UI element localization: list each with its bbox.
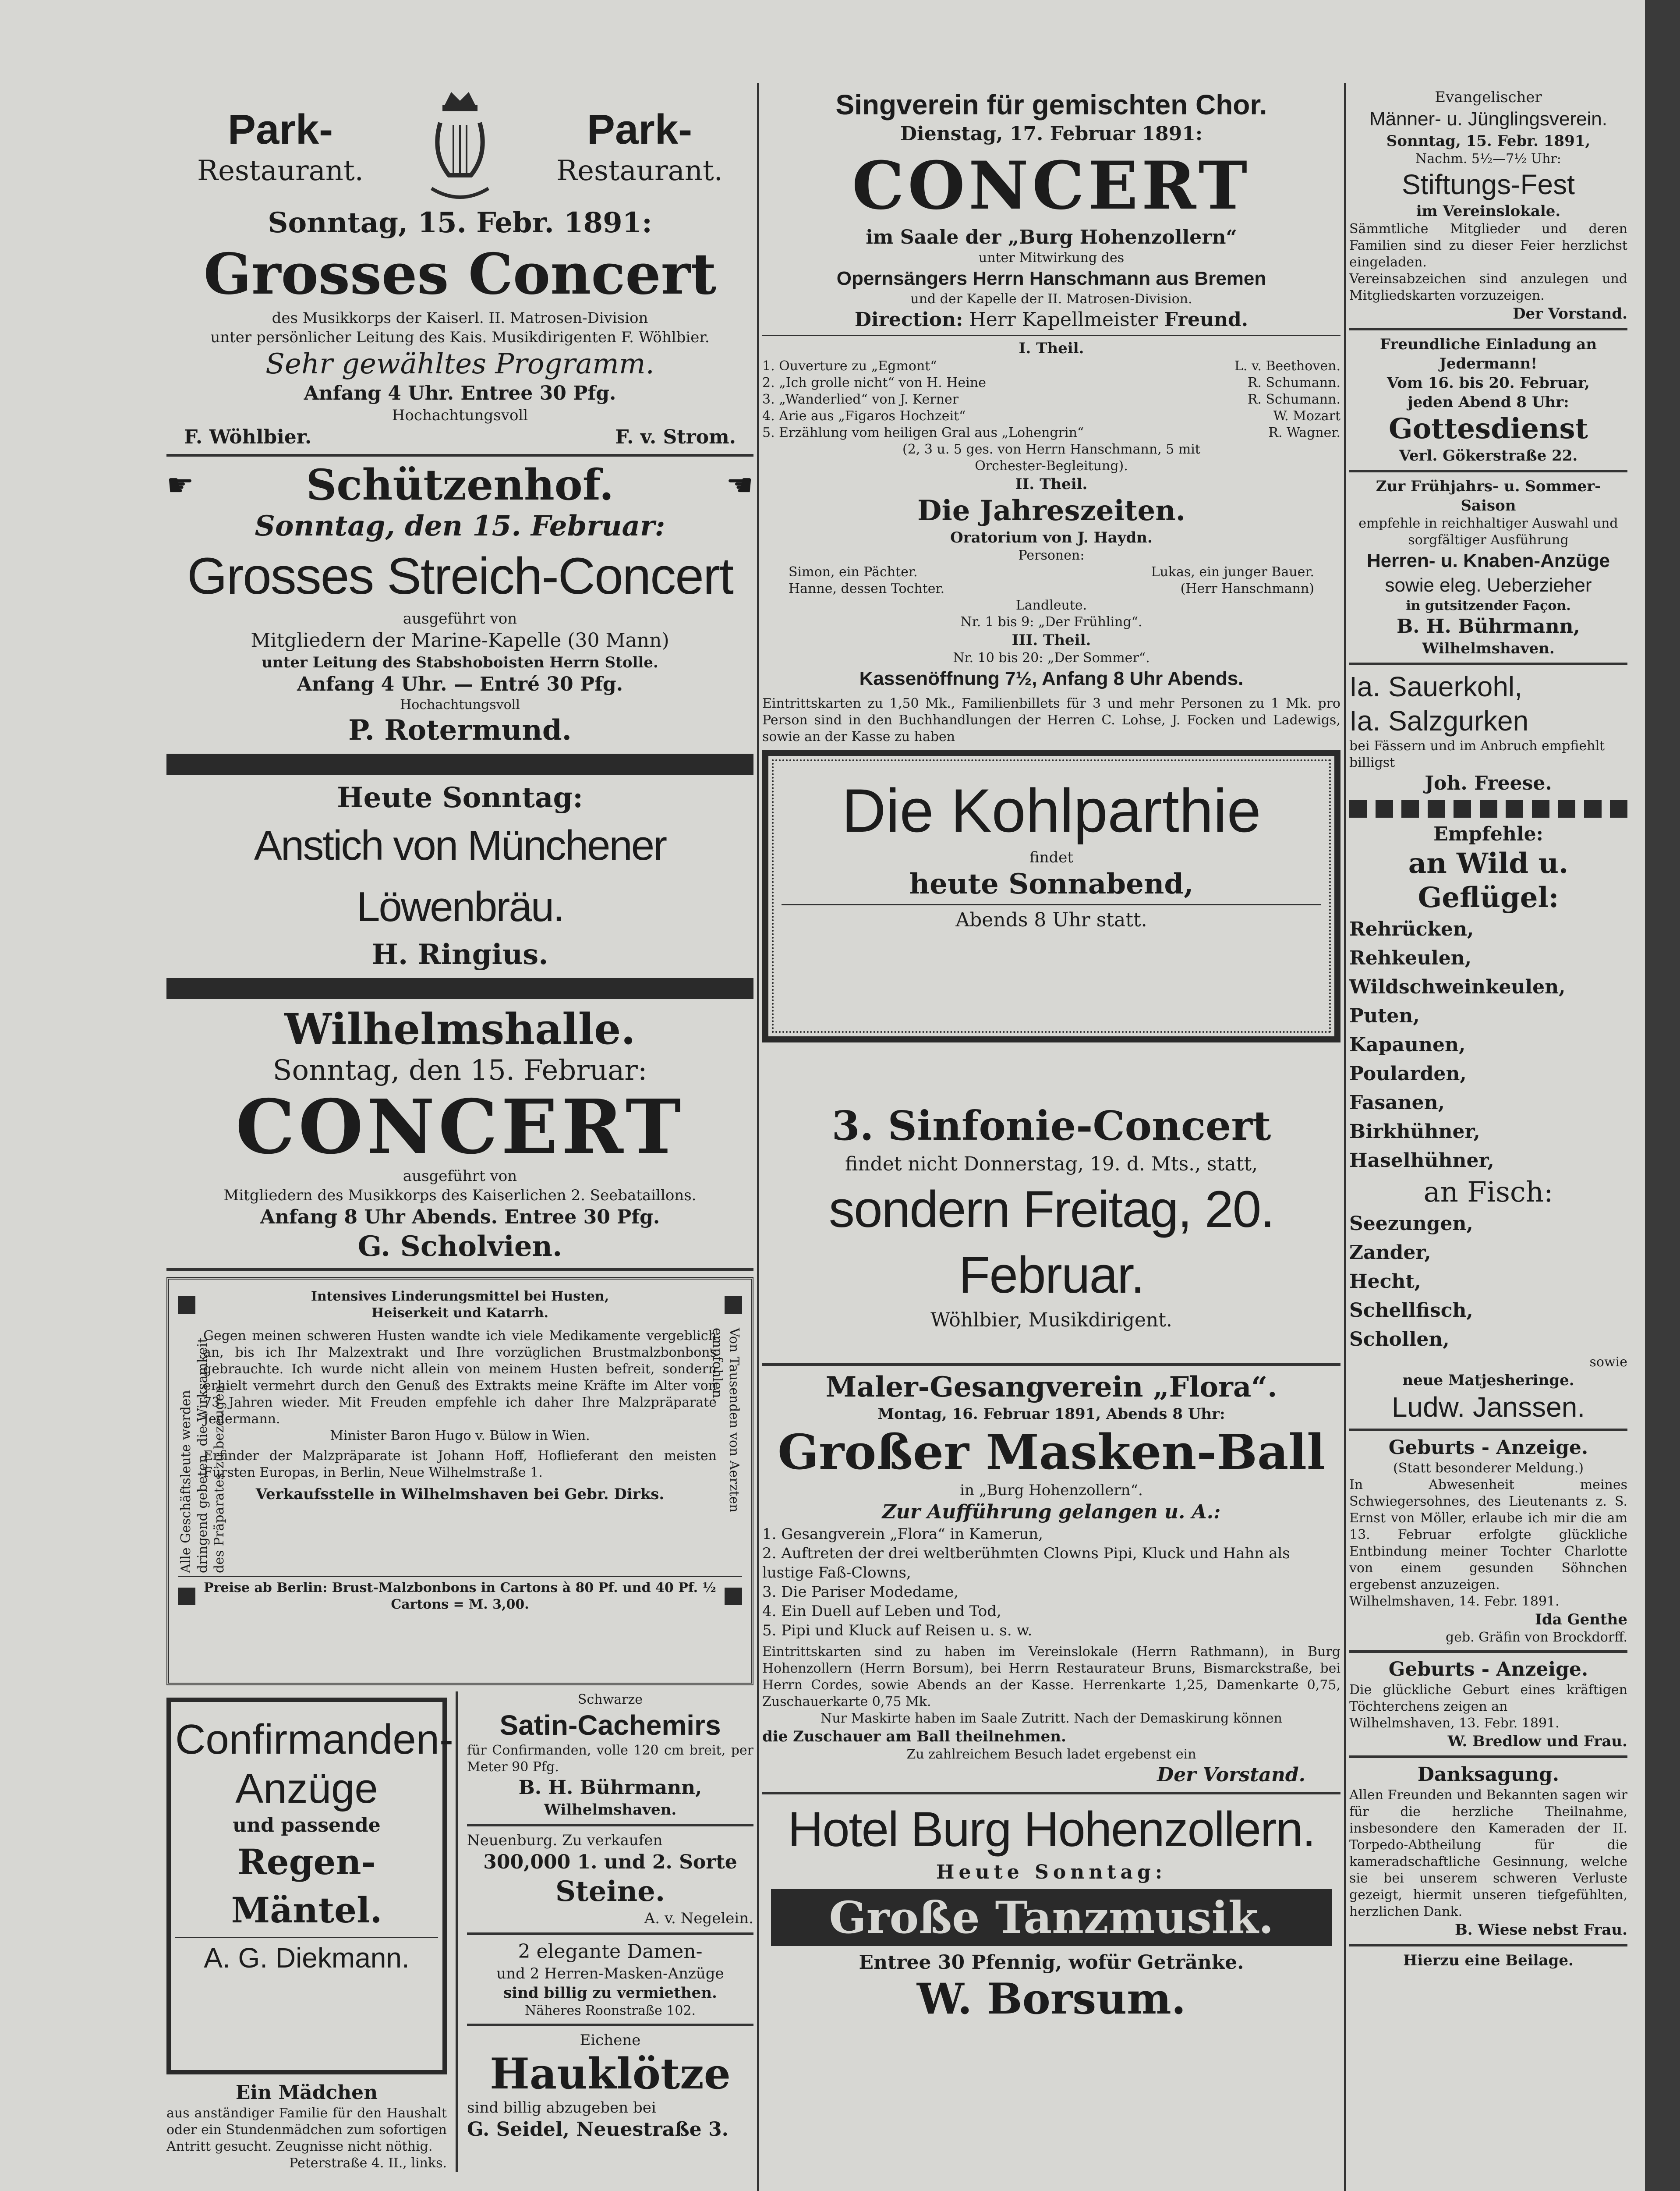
divider: [1349, 663, 1627, 665]
schuetzenhof-l3: unter Leitung des Stabshoboisten Herrn Stolle.: [262, 654, 658, 671]
kohl-l1: findet: [1029, 849, 1074, 866]
ad-geburt-1: [1349, 1436, 1627, 1646]
wild-item: Wildschweinkeulen,: [1349, 976, 1566, 998]
fish-item: Schollen,: [1349, 1328, 1450, 1351]
maedchen-body: aus anständiger Familie für den Haushalt oder ein Stundenmädchen zum sofortigen Antritt gesucht. Zeugnisse nicht nöthig.: [166, 2106, 447, 2154]
park-left-title: Park-: [227, 106, 333, 153]
divider-bar: [166, 978, 753, 999]
flora-item: 3. Die Pariser Modedame,: [762, 1583, 959, 1601]
ad-park-restaurant: [166, 88, 753, 450]
column-rule: [757, 83, 759, 2191]
nr-fruehling: Nr. 1 bis 9: „Der Frühling“.: [960, 614, 1142, 630]
malz-title1: Intensives Linderungsmittel bei Husten,: [311, 1289, 609, 1304]
ad-geburt-2: [1349, 1657, 1627, 1751]
ringius-title: Heute Sonntag:: [337, 781, 583, 814]
wilhelmshalle-date: Sonntag, den 15. Februar:: [272, 1054, 647, 1087]
program-item: [762, 391, 1340, 408]
geburt1-date: Wilhelmshaven, 14. Febr. 1891.: [1349, 1594, 1560, 1609]
divider: [467, 1932, 753, 1935]
confirm-l2: Anzüge: [235, 1765, 378, 1812]
wild-matjes: neue Matjesheringe.: [1402, 1372, 1574, 1389]
dank-title: Danksagung.: [1417, 1763, 1560, 1786]
nr-sommer: Nr. 10 bis 20: „Der Sommer“.: [953, 650, 1150, 666]
fish-items: [1349, 1209, 1627, 1354]
flora-date: Montag, 16. Februar 1891, Abends 8 Uhr:: [877, 1405, 1225, 1423]
sauer-sign: Joh. Freese.: [1425, 772, 1552, 794]
singverein-l4: und der Kapelle der II. Matrosen-Division.: [910, 291, 1192, 307]
park-right-sub: Restaurant.: [556, 155, 723, 187]
ad-confirmanden: [166, 1698, 453, 2074]
schuetzenhof-l4: Anfang 4 Uhr. — Entré 30 Pfg.: [297, 673, 623, 695]
saison-l2: empfehle in reichhaltiger Auswahl und sorgfältiger Ausführung: [1358, 516, 1618, 548]
wild-sowie: sowie: [1589, 1354, 1627, 1370]
ad-gottesdienst: [1349, 335, 1627, 465]
program-piece: 1. Ouverture zu „Egmont“: [762, 358, 937, 374]
schuetzenhof-date: Sonntag, den 15. Februar:: [255, 510, 665, 542]
ornament-square: [1610, 800, 1627, 818]
wilhelmshalle-headline: CONCERT: [235, 1083, 685, 1171]
confirm-l4: Regen-Mäntel.: [231, 1841, 382, 1931]
flora-headline: Großer Masken-Ball: [778, 1424, 1325, 1480]
hotel-title: Hotel Burg Hohenzollern.: [788, 1802, 1315, 1857]
divider: [762, 1792, 1340, 1794]
flora-item: 2. Auftreten der drei weltberühmten Clowns Pipi, Kluck und Hahn als lustige Faß-Clowns,: [762, 1545, 1290, 1581]
ad-singverein: [762, 88, 1340, 745]
schuetzenhof-l1: ausgeführt von: [403, 610, 517, 628]
schuetzenhof-l2: Mitgliedern der Marine-Kapelle (30 Mann): [251, 629, 669, 652]
person-right1: Lukas, ein junger Bauer.: [1151, 564, 1314, 580]
corner-square-icon: [178, 1296, 195, 1314]
divider: [467, 2024, 753, 2026]
singverein-title: Singverein für gemischten Chor.: [835, 89, 1267, 121]
satin-body: für Confirmanden, volle 120 cm breit, per Meter 90 Pfg.: [467, 1743, 753, 1775]
corner-square-icon: [178, 1588, 195, 1605]
geburt2-sign: W. Bredlow und Frau.: [1447, 1733, 1627, 1750]
geburt1-sub: (Statt besonderer Meldung.): [1393, 1461, 1584, 1476]
steine-l2: 300,000 1. und 2. Sorte: [483, 1851, 737, 1873]
geburt1-sign2: geb. Gräfin von Brockdorff.: [1446, 1630, 1627, 1645]
program-piece: 4. Arie aus „Figaros Hochzeit“: [762, 408, 966, 424]
sauer-l1: Ia. Sauerkohl,: [1349, 671, 1522, 702]
jv-time: Nachm. 5½—7½ Uhr:: [1415, 151, 1561, 167]
satin-title: Satin-Cachemirs: [499, 1709, 721, 1741]
wilhelmshalle-l3: Anfang 8 Uhr Abends. Entree 30 Pfg.: [260, 1206, 660, 1228]
flora-sign: Der Vorstand.: [1157, 1764, 1305, 1786]
program-item: [762, 375, 1340, 391]
confirm-l3: und passende: [233, 1814, 381, 1836]
ringius-headline: Anstich von Münchener Löwenbräu.: [254, 822, 666, 930]
maedchen-addr: Peterstraße 4. II., links.: [289, 2156, 447, 2171]
column-rule: [1344, 83, 1346, 2191]
jv-note: Vereinsabzeichen sind anzulegen und Mitgliedskarten vorzuzeigen.: [1349, 271, 1627, 303]
flora-items: [762, 1524, 1340, 1640]
wild-item: Birkhühner,: [1349, 1120, 1480, 1143]
part1-label: I. Theil.: [1019, 340, 1084, 357]
direction-label: Direction:: [854, 308, 963, 331]
ad-ringius: [166, 781, 753, 972]
malz-price: Preise ab Berlin: Brust-Malzbonbons in Cartons à 80 Pf. und 40 Pf. ½ Cartons = M. 3,00.: [204, 1580, 716, 1612]
ornament-square: [1506, 800, 1523, 818]
ad-steine: [467, 1831, 753, 1928]
klotz-l1: sind billig abzugeben bei: [467, 2099, 656, 2117]
malz-sig: Minister Baron Hugo v. Bülow in Wien.: [330, 1428, 590, 1443]
park-program: Sehr gewähltes Programm.: [265, 348, 654, 380]
malz-side-left: Alle Geschäftsleute werden dringend gebeten, die Wirksamkeit des Präparates zu bezeugen: [178, 1337, 227, 1573]
column-rule: [456, 1691, 458, 2172]
part2-label: II. Theil.: [1015, 475, 1088, 493]
hotel-date: Heute Sonntag:: [936, 1861, 1167, 1883]
geburt2-date: Wilhelmshaven, 13. Febr. 1891.: [1349, 1716, 1560, 1731]
sinfonie-headline: 3. Sinfonie-Concert: [831, 1102, 1271, 1149]
flora-item: 1. Gesangverein „Flora“ in Kamerun,: [762, 1525, 1043, 1543]
gottes-l2: Jedermann!: [1439, 355, 1538, 372]
program-note1: (2, 3 u. 5 ges. von Herrn Hanschmann, 5 mit: [902, 442, 1200, 457]
program-piece: 5. Erzählung vom heiligen Gral aus „Lohengrin“: [762, 425, 1084, 440]
confirm-l1: Confirmanden-: [175, 1716, 453, 1763]
ornament-square: [1349, 800, 1367, 818]
wild-item: Kapaunen,: [1349, 1034, 1466, 1056]
ad-flora: [762, 1370, 1340, 1787]
wild-item: Fasanen,: [1349, 1092, 1445, 1114]
ornament-square: [1584, 800, 1602, 818]
beilage-note: Hierzu eine Beilage.: [1403, 1952, 1574, 1969]
hotel-l1: Entree 30 Pfennig, wofür Getränke.: [859, 1951, 1244, 1974]
steine-sign: A. v. Negelein.: [644, 1910, 753, 1927]
ad-kohlparthie: [762, 750, 1340, 1042]
geburt1-sign: Ida Genthe: [1535, 1611, 1627, 1628]
jv-body: Sämmtliche Mitglieder und deren Familien sind zu dieser Feier herzlichst eingeladen.: [1349, 221, 1627, 270]
part3-label: III. Theil.: [1012, 631, 1091, 649]
ad-wilhelmshalle: [166, 1005, 753, 1264]
fish-item: Zander,: [1349, 1241, 1431, 1264]
ornament-square: [1401, 800, 1419, 818]
saison-l1: Zur Frühjahrs- u. Sommer-Saison: [1376, 478, 1601, 514]
divider: [782, 904, 1321, 905]
kohl-headline: Die Kohlparthie: [842, 776, 1261, 845]
flora-sub: Zur Aufführung gelangen u. A.:: [882, 1501, 1221, 1523]
wilhelmshalle-title: Wilhelmshalle.: [284, 1004, 636, 1054]
dank-body: Allen Freunden und Bekannten sagen wir für die herzliche Theilnahme, insbesondere den Kameraden der II. Torpedo-Abtheilung für die kameradschaftliche Gesinnung, welche sie bei unserem schweren Verluste gezeigt, hiermit unseren tiefgefühlten, herzlichen Dank.: [1349, 1787, 1627, 1919]
park-line1: des Musikkorps der Kaiserl. II. Matrosen-Division: [272, 309, 648, 327]
wild-item: Rehkeulen,: [1349, 947, 1472, 969]
geburt2-title: Geburts - Anzeige.: [1388, 1658, 1588, 1680]
pointing-hand-right-icon: ☛: [166, 467, 194, 503]
divider: [166, 454, 753, 457]
ad-maedchen: [166, 2081, 447, 2172]
sinfonie-l2: sondern Freitag, 20. Februar.: [828, 1181, 1274, 1304]
corner-square-icon: [725, 1588, 742, 1605]
ornament-square: [1428, 800, 1445, 818]
program-piece: 2. „Ich grolle nicht“ von H. Heine: [762, 375, 986, 390]
divider: [762, 335, 1340, 336]
ad-sauerkohl: [1349, 670, 1627, 796]
ad-hankloetze: [467, 2031, 753, 2142]
saison-headline: Herren- u. Knaben-Anzüge: [1367, 550, 1610, 571]
wild-title: Empfehle:: [1433, 823, 1543, 845]
wild-item: Poularden,: [1349, 1063, 1467, 1085]
gottes-l4: jeden Abend 8 Uhr:: [1408, 394, 1569, 411]
schuetzenhof-headline: Grosses Streich-Concert: [187, 547, 733, 605]
satin-place: Wilhelmshaven.: [544, 1801, 677, 1819]
ad-satin: [467, 1691, 753, 1819]
anzuege-l3: sind billig zu vermiethen.: [503, 1984, 717, 2002]
flora-title: Maler-Gesangverein „Flora“.: [825, 1371, 1277, 1404]
gottes-loc: Verl. Gökerstraße 22.: [1399, 447, 1578, 464]
direction-bold: Freund.: [1164, 308, 1249, 331]
schuetzenhof-l5: Hochachtungsvoll: [400, 697, 520, 713]
program-item: [762, 408, 1340, 425]
person-right2: (Herr Hanschmann): [1180, 581, 1314, 596]
sinfonie-l1: findet nicht Donnerstag, 19. d. Mts., statt,: [845, 1153, 1258, 1175]
program-list: [762, 358, 1340, 441]
singverein-l2: unter Mitwirkung des: [978, 250, 1125, 266]
landleute: Landleute.: [1015, 598, 1087, 613]
pointing-hand-left-icon: ☚: [726, 467, 753, 503]
program-item: [762, 358, 1340, 375]
divider: [1349, 1650, 1627, 1653]
wilhelmshalle-sign: G. Scholvien.: [357, 1230, 562, 1263]
gottes-headline: Gottesdienst: [1388, 412, 1588, 445]
wilhelmshalle-l2: Mitgliedern des Musikkorps des Kaiserlichen 2. Seebataillons.: [223, 1187, 697, 1204]
divider: [1349, 328, 1627, 330]
steine-title: Steine.: [555, 1875, 665, 1908]
anzuege-l1: 2 elegante Damen-: [518, 1940, 703, 1963]
schuetzenhof-sign: P. Rotermund.: [348, 714, 572, 747]
geburt1-body: In Abwesenheit meines Schwiegersohnes, des Lieutenants z. S. Ernst von Möller, erlaube ich mir die am 13. Februar erfolgte glückliche Entbindung meiner Tochter Charlotte von einem gesunden Söhnchen ergebenst anzuzeigen.: [1349, 1477, 1627, 1592]
satin-small: Schwarze: [577, 1692, 643, 1707]
park-sign-left: F. Wöhlbier.: [184, 426, 312, 448]
program-composer: R. Schumann.: [1247, 392, 1340, 407]
ad-wild-gefluegel: [1349, 822, 1627, 1424]
ad-schuetzenhof: [166, 461, 753, 748]
fish-item: Seezungen,: [1349, 1212, 1473, 1235]
schuetzenhof-title: Schützenhof.: [306, 460, 614, 510]
gottes-l1: Freundliche Einladung an: [1379, 336, 1597, 353]
ornament-square: [1480, 800, 1497, 818]
geburt2-body: Die glückliche Geburt eines kräftigen Töchterchens zeigen an: [1349, 1682, 1627, 1714]
flora-note2: die Zuschauer am Ball theilnehmen.: [762, 1728, 1066, 1745]
gottes-l3: Vom 16. bis 20. Februar,: [1386, 374, 1590, 392]
divider: [1349, 1429, 1627, 1431]
saison-place: Wilhelmshaven.: [1422, 640, 1555, 657]
ornament-square: [1532, 800, 1549, 818]
confirm-sign: A. G. Diekmann.: [204, 1942, 410, 1974]
flora-note3: Zu zahlreichem Besuch ladet ergebenst ein: [906, 1747, 1196, 1762]
divider: [1349, 1755, 1627, 1758]
ornament-square: [1376, 800, 1393, 818]
divider-bar: [166, 754, 753, 775]
park-respect: Hochachtungsvoll: [392, 407, 528, 424]
ad-saison: [1349, 477, 1627, 658]
fish-item: Schellfisch,: [1349, 1299, 1473, 1322]
sauer-l2: Ia. Salzgurken: [1349, 705, 1529, 737]
program-item: [762, 425, 1340, 441]
singverein-headline: CONCERT: [852, 147, 1251, 224]
flora-note1: Nur Maskirte haben im Saale Zutritt. Nach der Demaskirung können: [821, 1711, 1282, 1726]
maedchen-title: Ein Mädchen: [235, 2081, 378, 2104]
wild-items: [1349, 915, 1627, 1175]
malz-inventor: Erfinder der Malzpräparate ist Johann Hoff, Hoflieferant den meisten Fürsten Europas, in Berlin, Neue Wilhelmstraße 1.: [203, 1448, 717, 1480]
column-middle: [762, 88, 1340, 2191]
anzuege-l2: und 2 Herren-Masken-Anzüge: [496, 1965, 724, 1982]
bottom-left-ads: [166, 1691, 753, 2172]
saison-sign: B. H. Bührmann,: [1397, 615, 1580, 638]
divider: [1349, 470, 1627, 472]
divider: [166, 1268, 753, 1271]
park-date: Sonntag, 15. Febr. 1891:: [268, 206, 652, 239]
kasse: Kassenöffnung 7½, Anfang 8 Uhr Abends.: [859, 668, 1244, 689]
ad-masken-anzuege: [467, 1939, 753, 2019]
ad-juenglingsverein: [1349, 88, 1627, 323]
wild-item: Puten,: [1349, 1005, 1420, 1027]
park-line2: unter persönlicher Leitung des Kais. Musikdirigenten F. Wöhlbier.: [210, 329, 710, 346]
wild-fish: an Fisch:: [1423, 1176, 1553, 1209]
jv-date: Sonntag, 15. Febr. 1891,: [1386, 132, 1591, 150]
singverein-date: Dienstag, 17. Februar 1891:: [900, 123, 1203, 145]
jv-loc: im Vereinslokale.: [1416, 202, 1561, 220]
kohl-l3: Abends 8 Uhr statt.: [955, 909, 1147, 931]
anzuege-l4: Näheres Roonstraße 102.: [524, 2003, 696, 2018]
scan-edge: [1645, 0, 1680, 2191]
divider: [175, 1937, 438, 1938]
program-composer: R. Wagner.: [1268, 425, 1340, 440]
ornament-square: [1454, 800, 1471, 818]
oratorium: Oratorium von J. Haydn.: [950, 529, 1153, 546]
singverein-l1: im Saale der „Burg Hohenzollern“: [866, 226, 1237, 248]
jv-sign: Der Vorstand.: [1513, 305, 1627, 323]
malz-body: Gegen meinen schweren Husten wandte ich viele Medikamente vergeblich an, bis ich Ihr Malzextrakt und Ihre vorzüglichen Brustmalzbonbons gebrauchte. Ich wurde nicht allein von meinem Husten befreit, sondern erhielt vermehrt durch den Genuß des Extrakts meine Kräfte im Alter von 73 Jahren wieder. Mit Freuden empfehle ich daher Ihre Malzpräparate Jedermann.: [203, 1328, 717, 1427]
saison-l4: in gutsitzender Façon.: [1406, 598, 1571, 613]
flora-item: 4. Ein Duell auf Leben und Tod,: [762, 1602, 1001, 1620]
wild-sign: Ludw. Janssen.: [1391, 1391, 1585, 1423]
wild-headline: an Wild u. Geflügel:: [1408, 847, 1569, 914]
klotz-sign: G. Seidel, Neuestraße 3.: [467, 2118, 729, 2141]
tickets: Eintrittskarten zu 1,50 Mk., Familienbillets für 3 und mehr Personen zu 1 Mk. pro Person sind in den Buchhandlungen der Herren C. Lohse, J. Focken und Ladewigs, sowie an der Kasse zu haben: [762, 696, 1340, 745]
fish-item: Hecht,: [1349, 1270, 1421, 1293]
saison-l3: sowie eleg. Ueberzieher: [1385, 574, 1592, 596]
park-start: Anfang 4 Uhr. Entree 30 Pfg.: [304, 382, 616, 404]
program-composer: W. Mozart: [1273, 408, 1340, 424]
flora-loc: in „Burg Hohenzollern“.: [960, 1482, 1143, 1499]
person-left1: Simon, ein Pächter.: [789, 564, 918, 580]
jv-headline: Stiftungs-Fest: [1402, 169, 1575, 200]
divider: [762, 1363, 1340, 1366]
klotz-title: Hauklötze: [490, 2049, 731, 2099]
malz-sale: Verkaufsstelle in Wilhelmshaven bei Gebr. Dirks.: [255, 1485, 665, 1503]
ad-sinfonie-concert: [762, 1047, 1340, 1359]
steine-l1: Neuenburg. Zu verkaufen: [467, 1832, 663, 1849]
lyre-crown-icon: [418, 88, 502, 206]
divider: [467, 1824, 753, 1826]
divider: [1349, 1944, 1627, 1946]
dank-sign: B. Wiese nebst Frau.: [1454, 1921, 1627, 1939]
park-right-title: Park-: [587, 106, 693, 153]
program-composer: L. v. Beethoven.: [1234, 358, 1340, 374]
park-sign-right: F. v. Strom.: [615, 426, 736, 448]
person-left2: Hanne, dessen Tochter.: [789, 581, 945, 596]
geburt1-title: Geburts - Anzeige.: [1388, 1436, 1588, 1459]
wild-item: Rehrücken,: [1349, 918, 1474, 940]
klotz-small: Eichene: [580, 2031, 641, 2049]
malz-side-right: Von Tausenden von Aerzten empfohlen.: [710, 1328, 742, 1513]
corner-square-icon: [725, 1296, 742, 1314]
kohl-l2: heute Sonnabend,: [909, 868, 1194, 901]
ornament-square: [1558, 800, 1575, 818]
column-left: [166, 88, 753, 2191]
ad-hotel-burg: [762, 1799, 1340, 2023]
singverein-l3: Opernsängers Herrn Hanschmann aus Bremen: [836, 268, 1266, 289]
program-note2: Orchester-Begleitung).: [975, 458, 1128, 474]
jahreszeiten-headline: Die Jahreszeiten.: [917, 494, 1186, 527]
sinfonie-sign: Wöhlbier, Musikdirigent.: [930, 1309, 1172, 1331]
malz-title2: Heiserkeit und Katarrh.: [371, 1305, 548, 1321]
column-right: [1349, 88, 1627, 2191]
program-piece: 3. „Wanderlied“ von J. Kerner: [762, 392, 959, 407]
personen: Personen:: [1018, 548, 1085, 563]
hotel-sign: W. Borsum.: [916, 1974, 1186, 2024]
satin-sign: B. H. Bührmann,: [518, 1776, 702, 1799]
park-left-sub: Restaurant.: [197, 155, 364, 187]
park-headline: Grosses Concert: [203, 241, 717, 307]
program-composer: R. Schumann.: [1247, 375, 1340, 390]
direction-name: Herr Kapellmeister: [969, 308, 1158, 331]
ad-malzextrakt: [166, 1277, 753, 1685]
divider: [178, 1576, 742, 1577]
jv-t1: Evangelischer: [1435, 89, 1542, 106]
ad-danksagung: [1349, 1762, 1627, 1939]
wilhelmshalle-l1: ausgeführt von: [403, 1167, 517, 1185]
flora-body: Eintrittskarten sind zu haben im Vereinslokale (Herrn Rathmann), in Burg Hohenzollern (Herrn Borsum), bei Herrn Restaurateur Bruns, Bismarckstraße, bei Herrn Cordes, sowie Abends an der Kasse. Herrenkarte 1,25, Damenkarte 0,75, Zuschauerkarte 0,75 Mk.: [762, 1644, 1340, 1709]
wild-item: Haselhühner,: [1349, 1149, 1494, 1172]
sauer-l3: bei Fässern und im Anbruch empfiehlt billigst: [1349, 738, 1605, 770]
ringius-sign: H. Ringius.: [371, 938, 548, 971]
flora-item: 5. Pipi und Kluck auf Reisen u. s. w.: [762, 1622, 1033, 1639]
jv-t2: Männer- u. Jünglingsverein.: [1369, 108, 1607, 130]
hotel-headline: Große Tanzmusik.: [829, 1892, 1274, 1943]
